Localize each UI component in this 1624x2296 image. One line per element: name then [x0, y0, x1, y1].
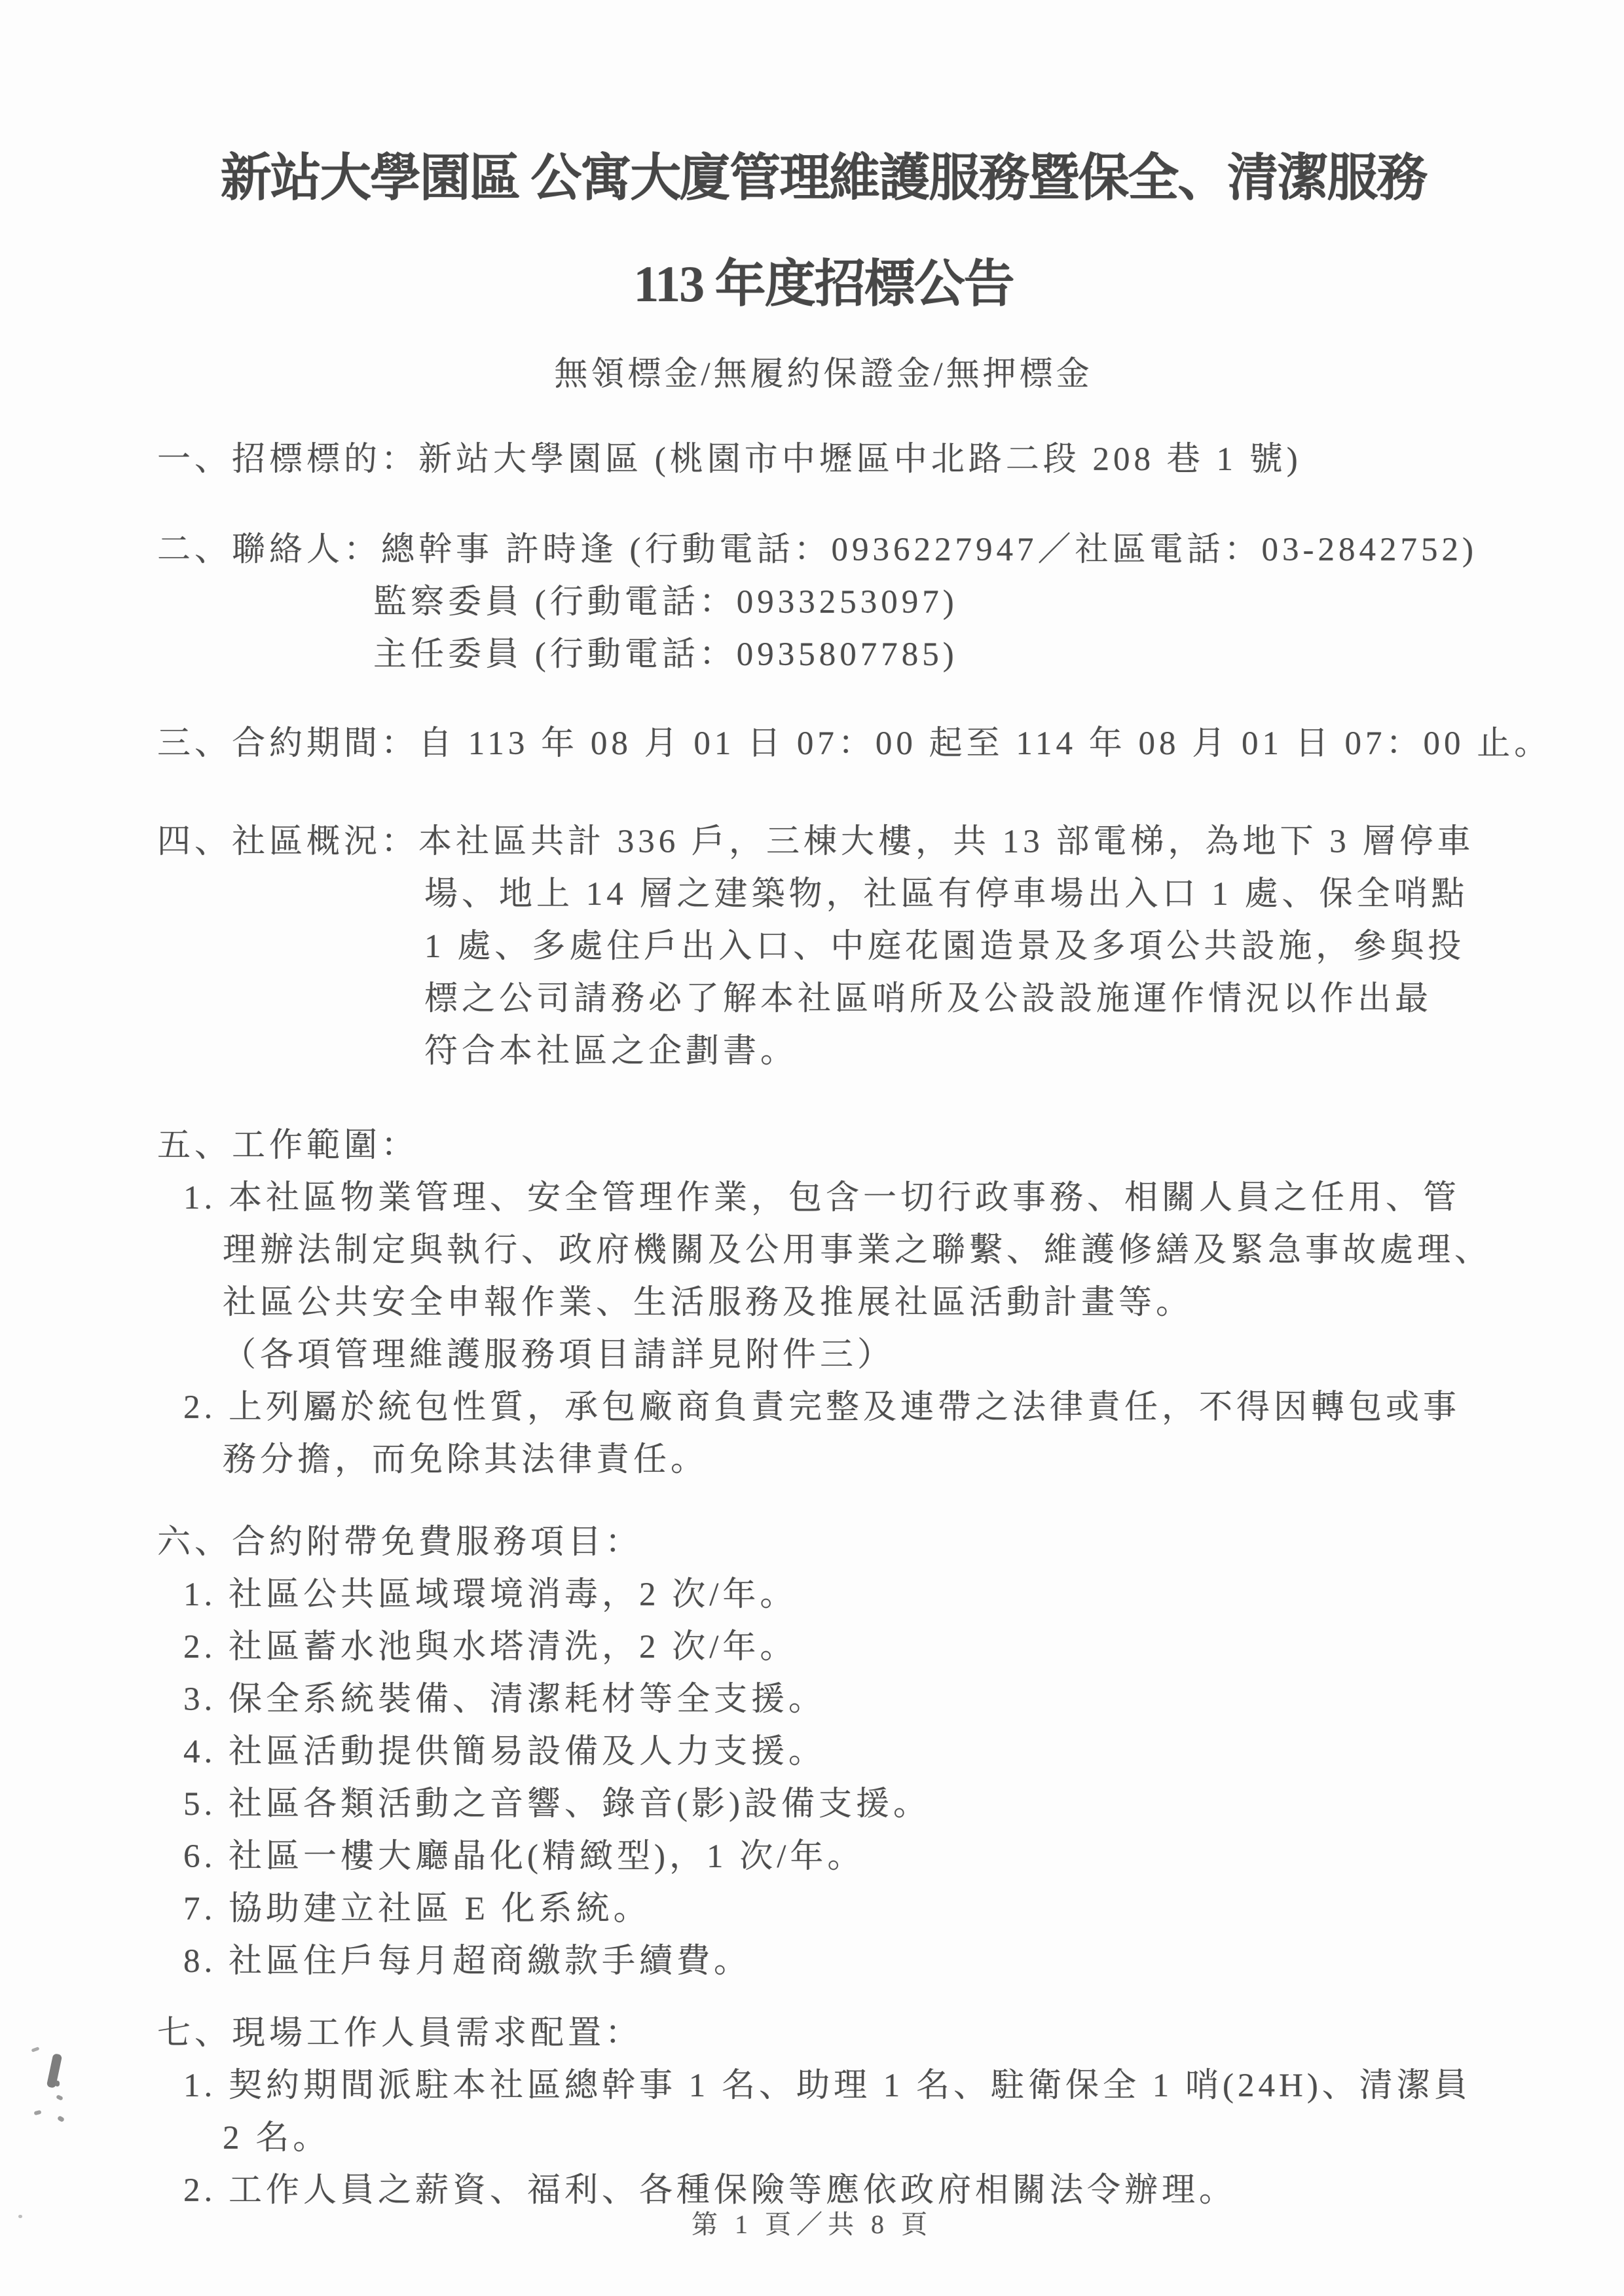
scan-smudge	[18, 2215, 22, 2218]
list-item: 5. 社區各類活動之音響、錄音(影)設備支援。	[183, 1786, 931, 1823]
list-item: 1. 本社區物業管理、安全管理作業，包含一切行政事務、相關人員之任用、管	[183, 1180, 1461, 1216]
list-item-continuation: 務分擔，而免除其法律責任。	[223, 1442, 709, 1478]
list-item: 7. 協助建立社區 E 化系統。	[183, 1891, 651, 1927]
section-staffing	[157, 2007, 1490, 2217]
list-item: 8. 社區住戶每月超商繳款手續費。	[183, 1943, 752, 1980]
list-item: 3. 保全系統裝備、清潔耗材等全支援。	[183, 1681, 826, 1718]
doc-line: 符合本社區之企劃書。	[424, 1033, 798, 1070]
list-item: 2. 社區蓄水池與水塔清洗，2 次/年。	[183, 1629, 798, 1666]
list-item-continuation: 理辦法制定與執行、政府機關及公用事業之聯繫、維護修繕及緊急事故處理、	[223, 1232, 1492, 1269]
section-heading: 六、合約附帶免費服務項目：	[157, 1524, 643, 1561]
section-tender-subject	[157, 433, 1490, 486]
doc-line: 四、社區概況：本社區共計 336 戶，三棟大樓，共 13 部電梯，為地下 3 層停車	[157, 824, 1475, 860]
scan-smudge	[46, 2053, 63, 2088]
doc-line: 1 處、多處住戶出入口、中庭花園造景及多項公共設施，參與投	[424, 928, 1466, 965]
scan-smudge	[56, 2094, 64, 2101]
section-contacts	[157, 524, 1490, 681]
doc-line: 標之公司請務必了解本社區哨所及公設設施運作情況以作出最	[424, 981, 1433, 1017]
document-title: 新站大學園區 公寓大廈管理維護服務暨保全、清潔服務	[220, 149, 1427, 206]
page-number: 第 1 頁／共 8 頁	[692, 2210, 932, 2239]
list-item: 1. 契約期間派駐本社區總幹事 1 名、助理 1 名、駐衛保全 1 哨(24H)、清潔員	[183, 2068, 1471, 2104]
list-item-continuation: 2 名。	[223, 2120, 331, 2157]
document-header	[157, 145, 1490, 401]
list-item: 6. 社區一樓大廳晶化(精緻型)，1 次/年。	[183, 1838, 865, 1875]
section-work-scope	[157, 1120, 1490, 1486]
section-heading: 七、現場工作人員需求配置：	[157, 2015, 643, 2052]
section-community-overview	[157, 816, 1490, 1078]
list-item: 4. 社區活動提供簡易設備及人力支援。	[183, 1734, 826, 1770]
list-item: 1. 社區公共區域環境消毒，2 次/年。	[183, 1576, 798, 1613]
section-contract-period	[157, 718, 1552, 770]
list-item: 2. 上列屬於統包性質，承包廠商負責完整及連帶之法律責任，不得因轉包或事	[183, 1389, 1461, 1426]
section-heading: 五、工作範圍：	[157, 1127, 419, 1164]
list-item-continuation: 社區公共安全申報作業、生活服務及推展社區活動計畫等。	[223, 1285, 1194, 1321]
scan-smudge	[31, 2047, 40, 2052]
scan-smudge	[55, 2081, 60, 2086]
scan-smudge	[57, 2115, 65, 2123]
scan-smudge	[33, 2110, 41, 2116]
contact-line-supervisor: 監察委員 (行動電話：0933253097)	[373, 584, 958, 621]
fee-note: 無領標金/無履約保證金/無押標金	[554, 356, 1093, 393]
list-item: 2. 工作人員之薪資、福利、各種保險等應依政府相關法令辦理。	[183, 2172, 1237, 2209]
section-free-services	[157, 1516, 1490, 1988]
doc-line: 三、合約期間：自 113 年 08 月 01 日 07：00 起至 114 年 08 月 01 日 07：00 止。	[157, 725, 1552, 762]
list-item-note: （各項管理維護服務項目請詳見附件三）	[223, 1337, 895, 1374]
doc-line: 二、聯絡人：總幹事 許時逢 (行動電話：0936227947／社區電話：03-2842752)	[157, 532, 1477, 568]
document-title-year-line: 113 年度招標公告	[633, 255, 1014, 312]
doc-line: 場、地上 14 層之建築物，社區有停車場出入口 1 處、保全哨點	[424, 876, 1469, 913]
doc-line: 一、招標標的：新站大學園區 (桃園市中壢區中北路二段 208 巷 1 號)	[157, 441, 1302, 478]
contact-line-chairman: 主任委員 (行動電話：0935807785)	[373, 636, 958, 673]
